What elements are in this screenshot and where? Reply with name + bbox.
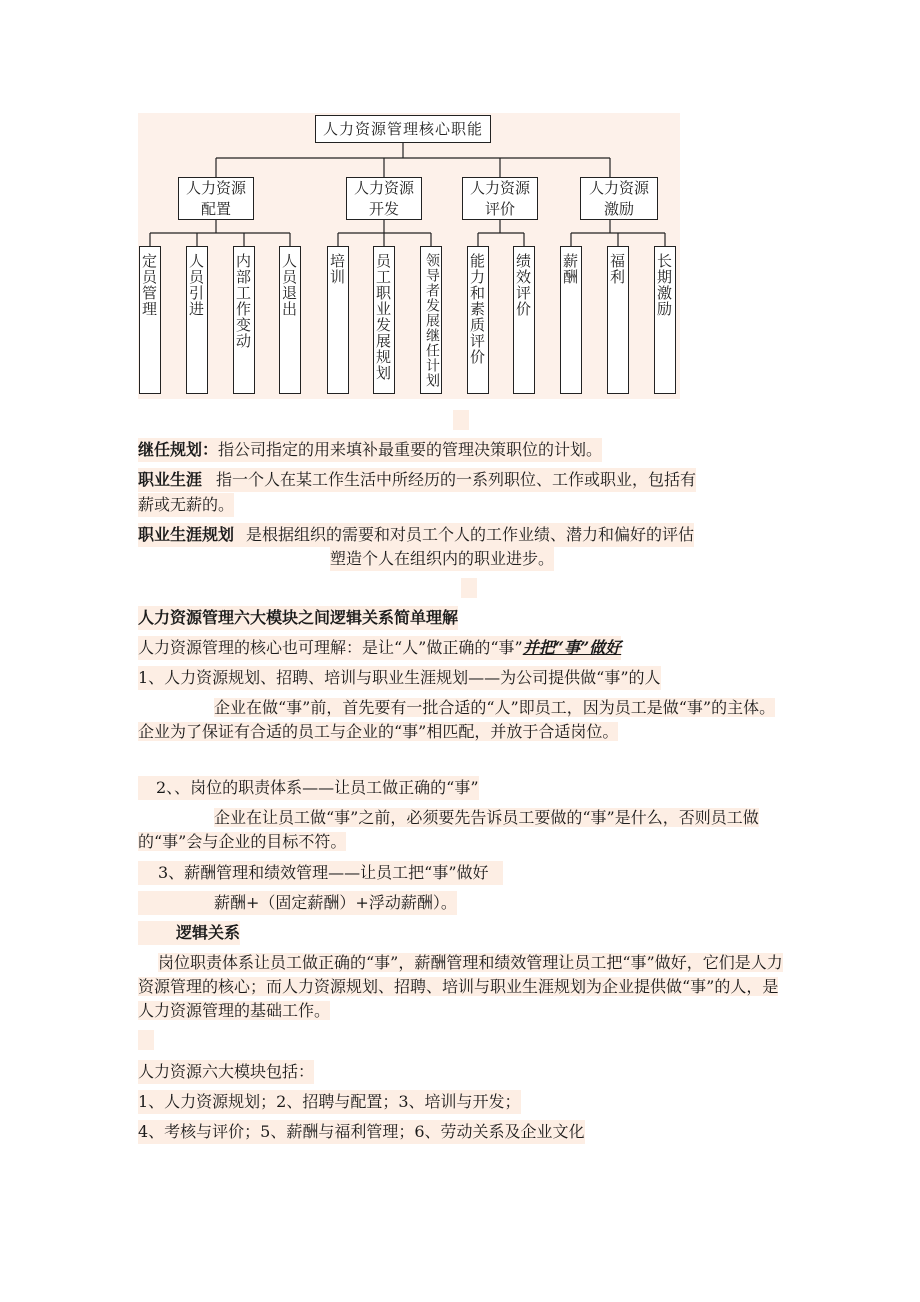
core-emphasis: 并把“事”做好 (522, 638, 622, 657)
core-prefix: 人力资源管理的核心也可理解：是让“人”做正确的“事” (138, 638, 523, 657)
org-chart (138, 113, 680, 399)
chart-group-incentive (580, 177, 658, 220)
chart-leaf: 定员管理 (139, 246, 161, 394)
logic-item-1: 1、人力资源规划、招聘、培训与职业生涯规划——为公司提供做“事”的人 (138, 666, 661, 690)
logic-item-2: 2、、岗位的职责体系——让员工做正确的“事” (138, 776, 479, 800)
highlight-marker (138, 1030, 154, 1050)
logic-item-3-desc: 薪酬+（固定薪酬）+浮动薪酬）。 (138, 891, 457, 915)
chart-leaf: 福利 (607, 246, 629, 394)
group-incentive-line2: 激励 (603, 199, 634, 218)
chart-leaf: 能力和素质评价 (467, 246, 489, 394)
group-evaluate-line2: 评价 (484, 199, 515, 218)
relation-heading: 逻辑关系 (138, 921, 240, 945)
succession-term: 继任规划： (138, 440, 219, 459)
chart-root-box: 人力资源管理核心职能 (315, 115, 491, 143)
logic-item-2-desc (138, 806, 784, 854)
highlight-marker (461, 578, 477, 598)
logic-heading: 人力资源管理六大模块之间逻辑关系简单理解 (138, 606, 458, 630)
career-definition-line2: 薪或无薪的。 (138, 493, 234, 517)
group-evaluate-line1: 人力资源 (469, 179, 530, 198)
group-develop-line2: 开发 (368, 199, 399, 218)
group-config-line1: 人力资源 (185, 179, 246, 198)
chart-leaf: 人员退出 (279, 246, 301, 394)
logic-item-2-desc-text: 企业在让员工做“事”之前，必须要先告诉员工要做的“事”是什么，否则员工做的“事”会与企业的目标不符。 (138, 808, 759, 851)
career-plan-text-1: 是根据组织的需要和对员工个人的工作业绩、潜力和偏好的评估 (246, 525, 695, 544)
relation-text (138, 951, 784, 1023)
logic-item-3: 3、薪酬管理和绩效管理——让员工把“事”做好 (138, 861, 503, 885)
chart-leaf: 薪酬 (560, 246, 582, 394)
org-chart-connectors (138, 113, 680, 399)
succession-definition (138, 438, 602, 462)
career-plan-definition-line2: 塑造个人在组织内的职业进步。 (330, 547, 554, 571)
career-plan-definition-line1 (138, 523, 694, 547)
chart-group-evaluate (462, 177, 538, 220)
career-plan-term: 职业生涯规划 (138, 525, 235, 544)
chart-leaf: 内部工作变动 (233, 246, 255, 394)
group-develop-line1: 人力资源 (353, 179, 414, 198)
career-term: 职业生涯 (138, 470, 203, 489)
chart-group-config (178, 177, 254, 220)
highlight-marker (453, 410, 469, 430)
modules-intro: 人力资源六大模块包括： (138, 1060, 314, 1084)
chart-group-develop (346, 177, 422, 220)
logic-item-1-desc (138, 696, 784, 744)
logic-item-1-desc-text: 企业在做“事”前，首先要有一批合适的“人”即员工，因为员工是做“事”的主体。企业为了保证有合适的员工与企业的“事”相匹配，并放于合适岗位。 (138, 698, 776, 741)
group-incentive-line1: 人力资源 (588, 179, 649, 198)
career-text-1: 指一个人在某工作生活中所经历的一系列职位、工作或职业，包括有 (216, 470, 697, 489)
chart-leaf: 培训 (327, 246, 349, 394)
career-definition-line1 (138, 468, 696, 492)
chart-leaf: 长期激励 (654, 246, 676, 394)
modules-line-2: 4、考核与评价；5、薪酬与福利管理；6、劳动关系及企业文化 (138, 1120, 585, 1144)
group-config-line2: 配置 (200, 199, 231, 218)
chart-leaf: 人员引进 (186, 246, 208, 394)
core-statement (138, 636, 621, 660)
chart-leaf: 领导者发展继任计划 (420, 246, 442, 394)
chart-leaf: 绩效评价 (513, 246, 535, 394)
relation-text-body: 岗位职责体系让员工做正确的“事”，薪酬管理和绩效管理让员工把“事”做好，它们是人力资源管理的核心；而人力资源规划、招聘、培训与职业生涯规划为企业提供做“事”的人，是人力资源管理的基础工作。 (138, 953, 783, 1020)
modules-line-1: 1、人力资源规划；2、招聘与配置；3、培训与开发； (138, 1090, 521, 1114)
chart-leaf: 员工职业发展规划 (373, 246, 395, 394)
succession-text: 指公司指定的用来填补最重要的管理决策职位的计划。 (218, 440, 603, 459)
